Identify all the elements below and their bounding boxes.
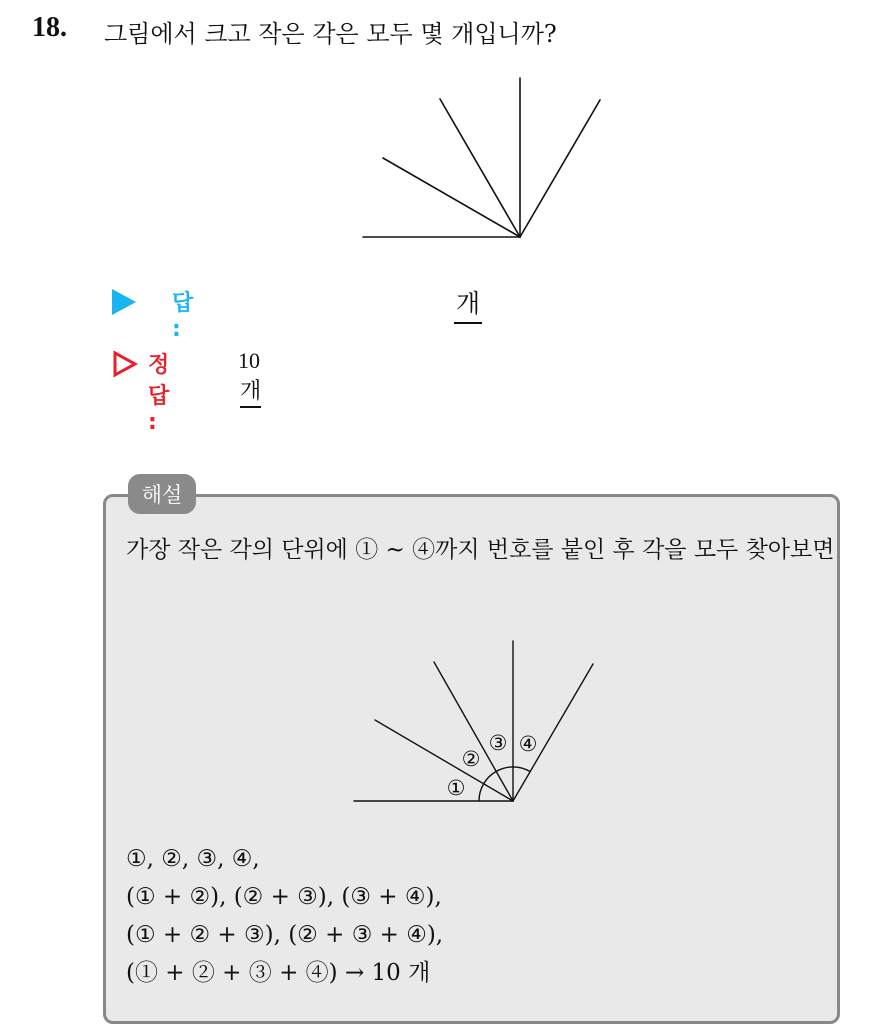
correct-value-group (238, 348, 261, 405)
explanation-line: (① + ② + ③), (② + ③ + ④), (126, 922, 444, 948)
answer-label: 답 : (172, 291, 194, 342)
question-text: 그림에서 크고 작은 각은 모두 몇 개입니까? (104, 20, 557, 48)
correct-value: 10 (238, 348, 260, 373)
angle-label-1: ① (446, 776, 466, 800)
play-triangle-icon (112, 289, 136, 315)
explanation-line: (① + ②), (② + ③), (③ + ④), (126, 884, 442, 910)
angle-label-4: ④ (518, 732, 538, 756)
outline-triangle-icon (112, 350, 138, 378)
ray-4 (520, 100, 600, 237)
angle-figure (355, 72, 615, 247)
labeled-angle-figure (350, 636, 600, 811)
correct-label: 정답 : (148, 353, 170, 435)
answer-row (112, 284, 481, 342)
explanation-lines (126, 840, 443, 992)
question-number: 18. (32, 12, 67, 43)
explanation-line: ①, ②, ③, ④, (126, 846, 260, 872)
explanation-tab: 해설 (128, 474, 196, 514)
explanation-line: (① + ② + ③ + ④) → 10 개 (126, 960, 431, 986)
correct-unit: 개 (240, 379, 261, 408)
answer-unit: 개 (454, 284, 482, 324)
ray-2 (440, 99, 520, 237)
explanation-intro: 가장 작은 각의 단위에 ① ~ ④까지 번호를 붙인 후 각을 모두 찾아보면 (126, 537, 835, 563)
angle-label-3: ③ (488, 731, 508, 755)
correct-answer-row (112, 346, 262, 435)
angle-label-2: ② (461, 747, 481, 771)
ray-1 (383, 158, 520, 237)
